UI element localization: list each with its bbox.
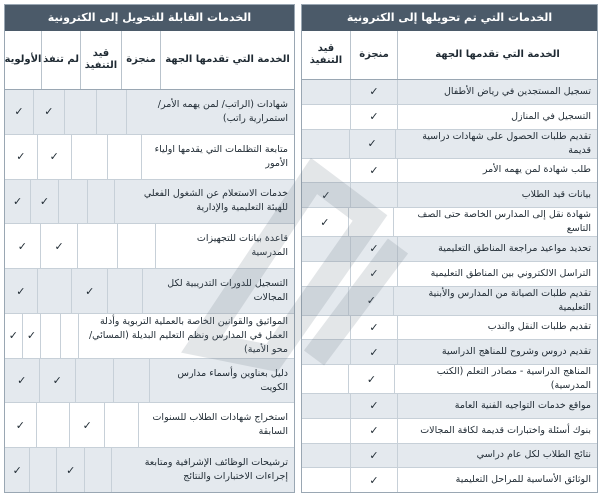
priority-cell: [5, 180, 30, 224]
in-execution-cell: [58, 180, 87, 224]
done-cell: [350, 80, 397, 104]
service-name: نتائج الطلاب لكل عام دراسي: [397, 444, 597, 468]
convertible-services-title: الخدمات القابلة للتحويل إلى الكترونية: [5, 5, 294, 31]
done-cell: [350, 316, 397, 340]
done-cell: [350, 419, 397, 443]
check-mark-icon: ✓: [16, 150, 26, 164]
service-name: طلب شهادة لمن يهمه الأمر: [397, 159, 597, 183]
done-cell: [117, 224, 155, 268]
service-name: تسجيل المستجدين في رياض الأطفال: [397, 80, 597, 104]
check-mark-icon: ✓: [321, 188, 331, 202]
service-name: بنوك أسئلة واختبارات قديمة لكافة المجالات: [397, 419, 597, 443]
table-row: [5, 180, 294, 225]
table-row: [5, 314, 294, 359]
in-execution-cell: [71, 135, 107, 179]
not-executed-cell: [30, 180, 58, 224]
table-row: [302, 419, 597, 444]
in-execution-cell: [69, 403, 104, 447]
service-name: تقديم دروس وشروح للمناهج الدراسية: [397, 340, 597, 364]
priority-cell: [5, 90, 33, 134]
check-mark-icon: ✓: [12, 194, 23, 208]
service-name: شهادات (الراتب/ لمن يهمه الأمر/ استمرارية راتب): [126, 90, 294, 134]
done-cell: [350, 159, 397, 183]
in-execution-cell: [40, 314, 60, 358]
done-cell: [350, 394, 397, 418]
in-execution-cell: [71, 269, 107, 313]
header-not-executed: لم تنفذ: [41, 31, 80, 89]
table-row: [302, 316, 597, 341]
service-name: التسجيل للدورات التدريبية لكل المجالات: [142, 269, 294, 313]
not-executed-cell: [40, 224, 78, 268]
priority-cell: [5, 269, 37, 313]
service-name: استخراج شهادات الطلاب للسنوات السابقة: [138, 403, 294, 447]
service-name: التراسل الالكتروني بين المناطق التعليمية: [397, 262, 597, 286]
done-cell: [107, 269, 141, 313]
check-mark-icon: ✓: [369, 399, 379, 413]
table-row: [302, 130, 597, 159]
check-mark-icon: ✓: [369, 320, 379, 334]
table-row: [302, 394, 597, 419]
service-name: ترشيحات الوظائف الإشرافية ومتابعة إجراءات الاختبارات والنتائج: [111, 448, 294, 492]
check-mark-icon: ✓: [26, 329, 37, 343]
check-mark-icon: ✓: [17, 239, 27, 253]
header-in-execution: قيد التنفيذ: [80, 31, 121, 89]
check-mark-icon: ✓: [8, 329, 18, 343]
in-execution-cell: [56, 448, 84, 492]
service-name: تحديد مواعيد مراجعة المناطق التعليمية: [397, 237, 597, 261]
check-mark-icon: ✓: [85, 284, 95, 298]
table-row: [5, 269, 294, 314]
not-executed-cell: [22, 314, 41, 358]
header-service: الخدمة التي تقدمها الجهة: [160, 31, 294, 89]
in-execution-cell: [302, 237, 350, 261]
done-cell: [104, 403, 137, 447]
convertible-services-panel: [4, 4, 295, 493]
service-name: متابعة التظلمات التي يقدمها اولياء الأمور: [141, 135, 294, 179]
in-execution-cell: [302, 444, 350, 468]
check-mark-icon: ✓: [369, 473, 379, 487]
done-cell: [348, 208, 393, 236]
table-row: [302, 159, 597, 184]
check-mark-icon: ✓: [369, 267, 379, 281]
table-row: [302, 208, 597, 237]
done-cell: [350, 105, 397, 129]
header-priority: الأولوية: [4, 54, 42, 65]
done-cell: [113, 359, 149, 403]
check-mark-icon: ✓: [17, 374, 27, 388]
service-name: المناهج الدراسية - مصادر التعلم (الكتب المدرسية): [394, 365, 597, 393]
table-row: [5, 359, 294, 404]
table-row: [302, 468, 597, 492]
service-name: بيانات قيد الطلاب: [397, 183, 597, 207]
check-mark-icon: ✓: [39, 194, 50, 208]
done-cell: [348, 287, 393, 315]
table-row: [302, 365, 597, 394]
check-mark-icon: ✓: [320, 215, 330, 229]
service-name: شهادة نقل إلى المدارس الخاصة حتى الصف التاسع: [393, 208, 597, 236]
in-execution-cell: [302, 80, 350, 104]
not-executed-cell: [33, 90, 64, 134]
in-execution-cell: [302, 105, 350, 129]
service-name: المواثيق والقوانين الخاصة بالعملية التربوية وأدلة العمل في المدارس ونظم التعليم البديلة (المسائي/ محو الأمية): [78, 314, 294, 358]
table-row: [302, 444, 597, 469]
priority-cell: [5, 359, 39, 403]
convertible-services-header-row: [5, 31, 294, 90]
in-execution-cell: [302, 183, 350, 207]
service-name: تقديم طلبات النقل والندب: [397, 316, 597, 340]
check-mark-icon: ✓: [366, 372, 377, 386]
table-row: [302, 237, 597, 262]
header-done: منجزة: [121, 31, 160, 89]
converted-services-panel: [301, 4, 598, 493]
check-mark-icon: ✓: [52, 374, 62, 388]
in-execution-cell: [302, 262, 350, 286]
done-cell: [350, 468, 397, 492]
not-executed-cell: [37, 135, 71, 179]
service-name: التسجيل في المنازل: [397, 105, 597, 129]
header-in-execution: قيد التنفيذ: [309, 43, 343, 66]
priority-cell: [5, 314, 22, 358]
in-execution-cell: [302, 130, 349, 158]
check-mark-icon: ✓: [16, 284, 26, 298]
in-execution-cell: [302, 419, 350, 443]
done-cell: [349, 130, 395, 158]
done-cell: [84, 448, 111, 492]
in-execution-cell: [302, 208, 348, 236]
done-cell: [350, 262, 397, 286]
table-row: [302, 287, 597, 316]
done-cell: [350, 444, 397, 468]
table-row: [302, 262, 597, 287]
in-execution-cell: [302, 159, 350, 183]
check-mark-icon: ✓: [14, 105, 24, 119]
in-execution-cell: [64, 90, 96, 134]
table-row: [5, 403, 294, 448]
priority-cell: [5, 224, 40, 268]
check-mark-icon: ✓: [367, 137, 377, 150]
service-name: الوثائق الأساسية للمراحل التعليمية: [397, 468, 597, 492]
not-executed-cell: [36, 403, 69, 447]
converted-services-title: الخدمات التي تم تحويلها إلى الكترونية: [302, 5, 597, 31]
converted-services-rows: [302, 80, 597, 492]
table-row: [302, 340, 597, 365]
check-mark-icon: ✓: [369, 110, 379, 124]
check-mark-icon: ✓: [369, 424, 379, 438]
check-mark-icon: ✓: [369, 345, 379, 359]
done-cell: [87, 180, 115, 224]
done-cell: [107, 135, 141, 179]
in-execution-cell: [302, 340, 350, 364]
header-service: الخدمة التي تقدمها الجهة: [397, 31, 597, 79]
check-mark-icon: ✓: [369, 242, 379, 256]
table-row: [302, 105, 597, 130]
priority-cell: [5, 403, 36, 447]
in-execution-cell: [77, 224, 117, 268]
priority-cell: [5, 135, 37, 179]
done-cell: [96, 90, 127, 134]
service-name: قاعدة بيانات للتجهيزات المدرسية: [155, 224, 294, 268]
done-cell: [350, 183, 397, 207]
check-mark-icon: ✓: [366, 294, 376, 307]
service-name: تقديم طلبات الحصول على شهادات دراسية قديمة: [395, 130, 597, 158]
in-execution-cell: [75, 359, 113, 403]
table-row: [5, 135, 294, 180]
done-cell: [350, 340, 397, 364]
table-row: [5, 90, 294, 135]
done-cell: [348, 365, 393, 393]
table-row: [5, 224, 294, 269]
check-mark-icon: ✓: [369, 163, 379, 177]
table-row: [5, 448, 294, 492]
done-cell: [350, 237, 397, 261]
service-name: تقديم طلبات الصيانة من المدارس والأبنية التعليمية: [393, 287, 597, 315]
table-row: [302, 80, 597, 105]
service-name: خدمات الاستعلام عن الشغول الفعلي للهيئة التعليمية والإدارية: [114, 180, 294, 224]
converted-services-header-row: [302, 31, 597, 80]
in-execution-cell: [302, 287, 348, 315]
check-mark-icon: ✓: [66, 463, 76, 477]
not-executed-cell: [39, 359, 75, 403]
in-execution-cell: [302, 468, 350, 492]
not-executed-cell: [37, 269, 71, 313]
table-row: [302, 183, 597, 208]
check-mark-icon: ✓: [82, 418, 92, 432]
check-mark-icon: ✓: [12, 463, 22, 477]
check-mark-icon: ✓: [54, 239, 64, 253]
check-mark-icon: ✓: [369, 85, 379, 99]
check-mark-icon: ✓: [44, 105, 54, 119]
convertible-services-rows: [5, 90, 294, 492]
in-execution-cell: [302, 365, 348, 393]
service-name: دليل بعناوين وأسماء مدارس الكويت: [149, 359, 294, 403]
service-name: مواقع خدمات التواجيه الفنية العامة: [397, 394, 597, 418]
check-mark-icon: ✓: [15, 418, 25, 432]
header-done: منجزة: [350, 31, 397, 79]
in-execution-cell: [302, 316, 350, 340]
done-cell: [60, 314, 79, 358]
priority-cell: [5, 448, 29, 492]
check-mark-icon: ✓: [49, 150, 59, 164]
check-mark-icon: ✓: [369, 448, 379, 462]
not-executed-cell: [29, 448, 56, 492]
in-execution-cell: [302, 394, 350, 418]
